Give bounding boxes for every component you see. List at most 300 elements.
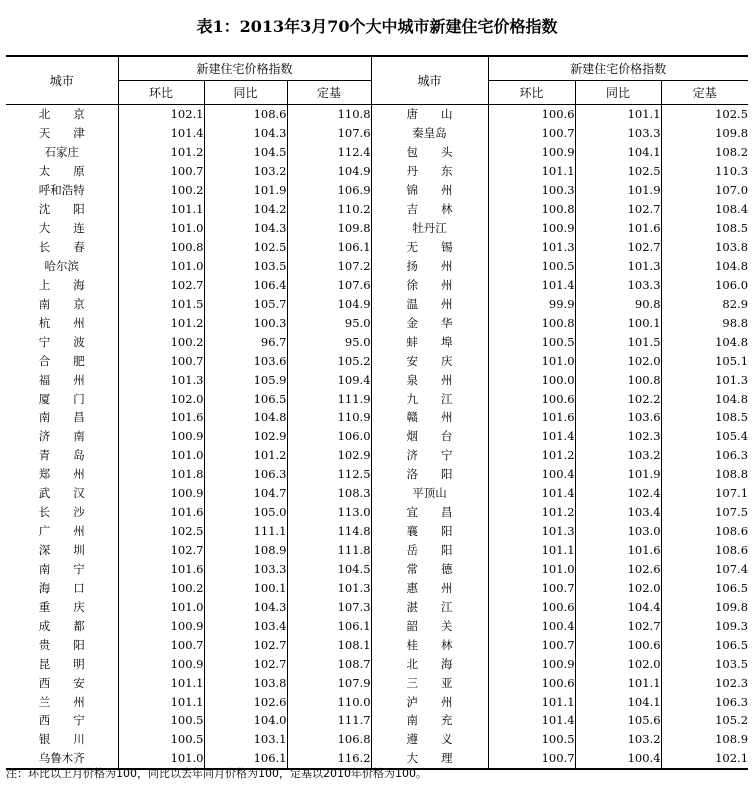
table-row (6, 200, 748, 219)
yoy-value-right: 102.7 (575, 200, 661, 219)
table-row (6, 711, 748, 730)
mom-value-left: 100.7 (118, 351, 204, 370)
city-name-right: 秦皇岛 (371, 124, 488, 143)
city-name-left: 乌鲁木齐 (6, 749, 118, 769)
mom-value-left: 102.1 (118, 105, 204, 124)
mom-value-right: 100.5 (488, 332, 575, 351)
mom-value-right: 100.7 (488, 124, 575, 143)
city-name-left: 长 春 (38, 240, 85, 255)
city-name-right: 金 华 (371, 313, 488, 332)
city-name-right: 烟 台 (371, 427, 488, 446)
table-row (6, 578, 748, 597)
base-value-right: 109.8 (661, 597, 748, 616)
base-value-right: 106.5 (661, 578, 748, 597)
base-value-left: 108.1 (287, 635, 371, 654)
city-name-left: 合 肥 (38, 353, 85, 368)
base-value-left: 110.2 (287, 200, 371, 219)
mom-value-right: 101.2 (488, 503, 575, 522)
mom-value-left: 101.6 (118, 503, 204, 522)
table-row (6, 503, 748, 522)
table-row (6, 484, 748, 503)
mom-value-right: 101.0 (488, 351, 575, 370)
yoy-value-right: 102.3 (575, 427, 661, 446)
base-value-right: 108.6 (661, 522, 748, 541)
yoy-value-right: 102.0 (575, 578, 661, 597)
city-name-left: 上 海 (38, 277, 85, 292)
base-value-left: 104.9 (287, 162, 371, 181)
city-name-left: 银 川 (38, 732, 85, 747)
base-value-right: 106.0 (661, 275, 748, 294)
price-index-table (6, 55, 748, 770)
yoy-value-left: 104.0 (204, 711, 287, 730)
mom-value-left: 100.2 (118, 181, 204, 200)
yoy-value-left: 100.1 (204, 578, 287, 597)
table-row (6, 181, 748, 200)
mom-value-left: 100.9 (118, 427, 204, 446)
city-header-right: 城市 (371, 56, 488, 105)
city-name-left: 济 南 (38, 429, 85, 444)
mom-value-left: 100.2 (118, 578, 204, 597)
table-row (6, 616, 748, 635)
yoy-value-left: 103.3 (204, 560, 287, 579)
city-name-left: 天 津 (38, 126, 85, 141)
yoy-value-left: 103.6 (204, 351, 287, 370)
city-header-left: 城市 (6, 56, 118, 105)
yoy-value-right: 104.4 (575, 597, 661, 616)
mom-value-left: 102.5 (118, 522, 204, 541)
yoy-value-right: 102.7 (575, 238, 661, 257)
mom-value-left: 101.8 (118, 465, 204, 484)
mom-value-right: 101.3 (488, 522, 575, 541)
yoy-value-right: 102.5 (575, 162, 661, 181)
mom-value-left: 101.0 (118, 219, 204, 238)
city-name-right: 大 理 (371, 749, 488, 769)
base-value-right: 104.8 (661, 332, 748, 351)
city-name-left: 青 岛 (38, 448, 85, 463)
mom-value-left: 101.0 (118, 749, 204, 769)
mom-value-left: 101.0 (118, 257, 204, 276)
table-row (6, 730, 748, 749)
yoy-value-right: 103.2 (575, 730, 661, 749)
yoy-value-right: 102.4 (575, 484, 661, 503)
city-name-right: 蚌 埠 (371, 332, 488, 351)
mom-value-right: 101.2 (488, 446, 575, 465)
base-value-right: 108.8 (661, 465, 748, 484)
mom-value-left: 100.9 (118, 616, 204, 635)
base-value-left: 104.5 (287, 560, 371, 579)
mom-value-right: 101.4 (488, 484, 575, 503)
mom-value-right: 100.5 (488, 730, 575, 749)
mom-value-left: 101.2 (118, 313, 204, 332)
yoy-value-left: 108.9 (204, 541, 287, 560)
city-name-right: 湛 江 (371, 597, 488, 616)
yoy-value-right: 103.0 (575, 522, 661, 541)
base-header-right: 定基 (661, 81, 748, 105)
mom-value-left: 100.5 (118, 730, 204, 749)
city-name-left: 西 安 (38, 675, 85, 690)
table-row (6, 389, 748, 408)
mom-value-right: 100.3 (488, 181, 575, 200)
city-name-left: 杭 州 (38, 315, 85, 330)
base-value-right: 106.3 (661, 692, 748, 711)
city-name-right: 泸 州 (371, 692, 488, 711)
mom-value-right: 100.9 (488, 219, 575, 238)
mom-value-right: 101.1 (488, 692, 575, 711)
base-value-left: 107.2 (287, 257, 371, 276)
table-row (6, 522, 748, 541)
mom-value-right: 100.7 (488, 578, 575, 597)
yoy-value-left: 105.0 (204, 503, 287, 522)
mom-value-left: 102.0 (118, 389, 204, 408)
page-title: 表1：2013年3月70个大中城市新建住宅价格指数 (196, 17, 558, 36)
yoy-value-right: 103.3 (575, 124, 661, 143)
table-row (6, 673, 748, 692)
yoy-value-left: 96.7 (204, 332, 287, 351)
city-name-right: 锦 州 (371, 181, 488, 200)
base-value-right: 108.4 (661, 200, 748, 219)
base-value-left: 107.6 (287, 275, 371, 294)
base-value-right: 102.5 (661, 105, 748, 124)
city-name-left: 海 口 (38, 580, 85, 595)
yoy-value-right: 102.7 (575, 616, 661, 635)
mom-value-right: 100.8 (488, 200, 575, 219)
table-row (6, 238, 748, 257)
mom-value-right: 100.9 (488, 143, 575, 162)
yoy-value-left: 103.4 (204, 616, 287, 635)
yoy-value-right: 101.9 (575, 181, 661, 200)
base-value-right: 108.5 (661, 408, 748, 427)
city-name-left: 呼和浩特 (38, 183, 85, 198)
table-row (6, 351, 748, 370)
yoy-value-right: 102.0 (575, 351, 661, 370)
mom-value-right: 101.3 (488, 238, 575, 257)
city-name-left: 西 宁 (38, 713, 85, 728)
table-row (6, 427, 748, 446)
city-name-right: 包 头 (371, 143, 488, 162)
table-body (6, 105, 748, 769)
yoy-value-left: 102.6 (204, 692, 287, 711)
city-name-right: 丹 东 (371, 162, 488, 181)
city-name-right: 南 充 (371, 711, 488, 730)
table-row (6, 692, 748, 711)
mom-value-right: 100.0 (488, 370, 575, 389)
mom-value-right: 100.6 (488, 105, 575, 124)
base-value-right: 109.3 (661, 616, 748, 635)
yoy-value-left: 103.2 (204, 162, 287, 181)
base-value-left: 105.2 (287, 351, 371, 370)
yoy-value-right: 101.5 (575, 332, 661, 351)
base-value-left: 106.9 (287, 181, 371, 200)
mom-value-left: 101.5 (118, 294, 204, 313)
yoy-value-right: 102.6 (575, 560, 661, 579)
table-row (6, 105, 748, 124)
yoy-value-left: 104.2 (204, 200, 287, 219)
table-row (6, 635, 748, 654)
base-value-right: 105.4 (661, 427, 748, 446)
base-value-right: 106.3 (661, 446, 748, 465)
city-name-left: 广 州 (38, 524, 85, 539)
mom-value-left: 101.3 (118, 370, 204, 389)
city-name-right: 惠 州 (371, 578, 488, 597)
table-row (6, 446, 748, 465)
city-name-left: 厦 门 (38, 391, 85, 406)
mom-value-left: 101.4 (118, 124, 204, 143)
base-value-right: 110.3 (661, 162, 748, 181)
base-value-left: 102.9 (287, 446, 371, 465)
yoy-value-left: 104.3 (204, 597, 287, 616)
city-name-right: 赣 州 (371, 408, 488, 427)
base-value-left: 110.8 (287, 105, 371, 124)
city-name-left: 太 原 (38, 164, 85, 179)
yoy-header-left: 同比 (204, 81, 287, 105)
yoy-value-right: 100.4 (575, 749, 661, 769)
table-row (6, 294, 748, 313)
table-row (6, 408, 748, 427)
city-name-right: 九 江 (371, 389, 488, 408)
base-value-right: 106.5 (661, 635, 748, 654)
yoy-value-left: 101.9 (204, 181, 287, 200)
mom-value-right: 101.4 (488, 711, 575, 730)
city-name-right: 桂 林 (371, 635, 488, 654)
base-value-left: 95.0 (287, 313, 371, 332)
base-value-left: 106.8 (287, 730, 371, 749)
base-value-right: 105.2 (661, 711, 748, 730)
base-value-left: 110.0 (287, 692, 371, 711)
yoy-value-left: 103.1 (204, 730, 287, 749)
city-name-right: 平顶山 (371, 484, 488, 503)
table-row (6, 257, 748, 276)
table-row (6, 313, 748, 332)
base-value-left: 110.9 (287, 408, 371, 427)
base-value-left: 112.5 (287, 465, 371, 484)
base-value-right: 107.4 (661, 560, 748, 579)
base-value-right: 98.8 (661, 313, 748, 332)
city-name-right: 牡丹江 (371, 219, 488, 238)
city-name-right: 洛 阳 (371, 465, 488, 484)
city-name-right: 襄 阳 (371, 522, 488, 541)
yoy-value-right: 100.6 (575, 635, 661, 654)
table-row (6, 143, 748, 162)
mom-value-left: 100.8 (118, 238, 204, 257)
yoy-value-left: 106.1 (204, 749, 287, 769)
yoy-value-right: 101.9 (575, 465, 661, 484)
city-name-right: 宜 昌 (371, 503, 488, 522)
city-name-left: 哈尔滨 (44, 258, 79, 273)
base-value-left: 106.1 (287, 616, 371, 635)
yoy-value-right: 101.1 (575, 673, 661, 692)
city-name-right: 徐 州 (371, 275, 488, 294)
base-value-right: 107.5 (661, 503, 748, 522)
base-value-right: 107.0 (661, 181, 748, 200)
city-name-left: 深 圳 (38, 543, 85, 558)
base-value-left: 107.3 (287, 597, 371, 616)
city-name-left: 南 昌 (38, 410, 85, 425)
yoy-value-left: 104.8 (204, 408, 287, 427)
mom-value-right: 100.9 (488, 654, 575, 673)
mom-value-right: 101.4 (488, 427, 575, 446)
yoy-value-left: 101.2 (204, 446, 287, 465)
city-name-right: 韶 关 (371, 616, 488, 635)
mom-value-left: 100.7 (118, 162, 204, 181)
base-value-right: 104.8 (661, 257, 748, 276)
city-name-left: 郑 州 (38, 467, 85, 482)
city-name-right: 遵 义 (371, 730, 488, 749)
base-value-right: 109.8 (661, 124, 748, 143)
city-name-right: 岳 阳 (371, 541, 488, 560)
base-value-right: 108.2 (661, 143, 748, 162)
mom-value-right: 101.1 (488, 162, 575, 181)
city-name-right: 安 庆 (371, 351, 488, 370)
city-name-left: 长 沙 (38, 505, 85, 520)
base-value-left: 116.2 (287, 749, 371, 769)
city-name-right: 济 宁 (371, 446, 488, 465)
yoy-value-left: 103.5 (204, 257, 287, 276)
base-value-left: 108.7 (287, 654, 371, 673)
city-name-right: 无 锡 (371, 238, 488, 257)
mom-value-right: 101.0 (488, 560, 575, 579)
group-header-left: 新建住宅价格指数 (118, 56, 371, 81)
mom-value-right: 100.5 (488, 257, 575, 276)
footnote: 注：环比以上月价格为100，同比以去年同月价格为100，定基以2010年价格为100。 (6, 767, 427, 780)
base-value-left: 113.0 (287, 503, 371, 522)
base-value-left: 109.8 (287, 219, 371, 238)
base-value-left: 112.4 (287, 143, 371, 162)
city-name-left: 北 京 (38, 107, 85, 122)
yoy-header-right: 同比 (575, 81, 661, 105)
yoy-value-left: 104.7 (204, 484, 287, 503)
yoy-value-right: 100.1 (575, 313, 661, 332)
city-name-right: 唐 山 (371, 105, 488, 124)
mom-value-right: 100.4 (488, 616, 575, 635)
city-name-right: 泉 州 (371, 370, 488, 389)
yoy-value-right: 101.6 (575, 541, 661, 560)
base-value-left: 114.8 (287, 522, 371, 541)
table-row (6, 275, 748, 294)
table-row (6, 370, 748, 389)
city-name-right: 常 德 (371, 560, 488, 579)
group-header-right: 新建住宅价格指数 (488, 56, 748, 81)
city-name-left: 南 宁 (38, 561, 85, 576)
city-name-left: 大 连 (38, 221, 85, 236)
yoy-value-right: 104.1 (575, 143, 661, 162)
yoy-value-right: 101.3 (575, 257, 661, 276)
mom-value-left: 100.2 (118, 332, 204, 351)
mom-value-left: 101.1 (118, 200, 204, 219)
city-name-left: 重 庆 (38, 599, 85, 614)
base-value-left: 106.0 (287, 427, 371, 446)
mom-value-left: 102.7 (118, 541, 204, 560)
yoy-value-left: 106.5 (204, 389, 287, 408)
base-header-left: 定基 (287, 81, 371, 105)
yoy-value-left: 104.3 (204, 219, 287, 238)
base-value-right: 108.6 (661, 541, 748, 560)
mom-value-right: 100.4 (488, 465, 575, 484)
table-row (6, 541, 748, 560)
mom-value-left: 101.0 (118, 597, 204, 616)
base-value-left: 108.3 (287, 484, 371, 503)
city-name-left: 沈 阳 (38, 202, 85, 217)
table-row (6, 124, 748, 143)
base-value-left: 104.9 (287, 294, 371, 313)
city-name-right: 三 亚 (371, 673, 488, 692)
city-name-right: 吉 林 (371, 200, 488, 219)
city-name-left: 石家庄 (44, 145, 79, 160)
city-name-left: 昆 明 (38, 656, 85, 671)
base-value-left: 109.4 (287, 370, 371, 389)
mom-value-left: 101.1 (118, 692, 204, 711)
yoy-value-right: 105.6 (575, 711, 661, 730)
yoy-value-left: 104.3 (204, 124, 287, 143)
mom-value-left: 102.7 (118, 275, 204, 294)
base-value-right: 104.8 (661, 389, 748, 408)
city-name-left: 兰 州 (38, 694, 85, 709)
base-value-left: 101.3 (287, 578, 371, 597)
yoy-value-left: 103.8 (204, 673, 287, 692)
yoy-value-left: 104.5 (204, 143, 287, 162)
mom-value-left: 100.7 (118, 635, 204, 654)
yoy-value-right: 103.4 (575, 503, 661, 522)
yoy-value-right: 103.6 (575, 408, 661, 427)
mom-value-left: 100.5 (118, 711, 204, 730)
mom-value-right: 100.6 (488, 597, 575, 616)
yoy-value-right: 90.8 (575, 294, 661, 313)
city-name-left: 贵 阳 (38, 637, 85, 652)
base-value-right: 103.5 (661, 654, 748, 673)
mom-value-right: 100.7 (488, 749, 575, 769)
yoy-value-right: 102.2 (575, 389, 661, 408)
table-row (6, 654, 748, 673)
base-value-left: 111.8 (287, 541, 371, 560)
city-name-right: 扬 州 (371, 257, 488, 276)
yoy-value-left: 102.7 (204, 654, 287, 673)
mom-value-right: 100.6 (488, 673, 575, 692)
yoy-value-left: 102.5 (204, 238, 287, 257)
mom-value-right: 101.4 (488, 275, 575, 294)
base-value-left: 111.7 (287, 711, 371, 730)
table-row (6, 597, 748, 616)
mom-value-right: 99.9 (488, 294, 575, 313)
mom-value-left: 101.0 (118, 446, 204, 465)
base-value-left: 107.9 (287, 673, 371, 692)
base-value-left: 95.0 (287, 332, 371, 351)
city-name-right: 北 海 (371, 654, 488, 673)
base-value-right: 82.9 (661, 294, 748, 313)
yoy-value-right: 101.6 (575, 219, 661, 238)
mom-value-right: 101.1 (488, 541, 575, 560)
yoy-value-right: 103.2 (575, 446, 661, 465)
yoy-value-left: 106.4 (204, 275, 287, 294)
base-value-right: 108.5 (661, 219, 748, 238)
mom-value-right: 100.7 (488, 635, 575, 654)
yoy-value-right: 104.1 (575, 692, 661, 711)
yoy-value-left: 111.1 (204, 522, 287, 541)
table-row (6, 332, 748, 351)
mom-header-right: 环比 (488, 81, 575, 105)
yoy-value-left: 105.9 (204, 370, 287, 389)
base-value-right: 108.9 (661, 730, 748, 749)
base-value-left: 106.1 (287, 238, 371, 257)
yoy-value-left: 108.6 (204, 105, 287, 124)
city-name-left: 武 汉 (38, 486, 85, 501)
mom-value-left: 101.6 (118, 408, 204, 427)
table-row (6, 162, 748, 181)
city-name-right: 温 州 (371, 294, 488, 313)
yoy-value-left: 105.7 (204, 294, 287, 313)
yoy-value-right: 101.1 (575, 105, 661, 124)
mom-header-left: 环比 (118, 81, 204, 105)
base-value-right: 105.1 (661, 351, 748, 370)
mom-value-left: 100.9 (118, 484, 204, 503)
